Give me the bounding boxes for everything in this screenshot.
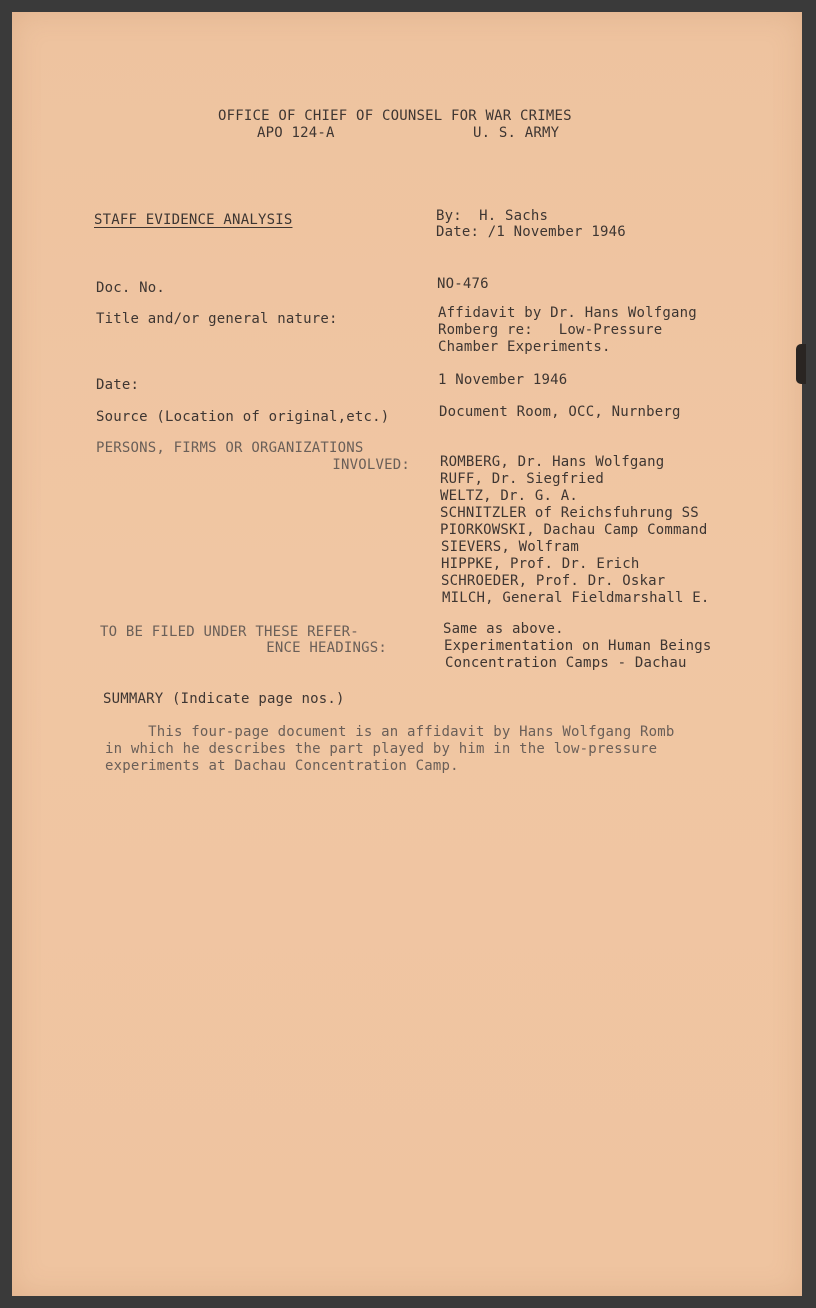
person-entry: SCHNITZLER of Reichsfuhrung SS [440,505,699,521]
title-value-line: Chamber Experiments. [438,339,611,355]
summary-line: This four-page document is an affidavit by Hans Wolfgang Romb [105,724,675,740]
punch-hole [796,344,806,384]
heading-entry: Experimentation on Human Beings [444,638,712,654]
person-entry: HIPPKE, Prof. Dr. Erich [441,556,640,572]
source-label: Source (Location of original,etc.) [96,409,390,425]
summary-line: in which he describes the part played by him in the low-pressure [105,741,658,757]
person-entry: SIEVERS, Wolfram [441,539,580,555]
summary-line: experiments at Dachau Concentration Camp. [105,758,459,774]
doc-no-label: Doc. No. [96,280,166,296]
persons-label: PERSONS, FIRMS OR ORGANIZATIONS [96,440,364,456]
doc-no-value: NO-476 [437,276,489,292]
army-label: U. S. ARMY [473,125,560,141]
analysis-title: STAFF EVIDENCE ANALYSIS [94,212,293,228]
person-entry: RUFF, Dr. Siegfried [440,471,604,487]
heading-entry: Same as above. [443,621,564,637]
person-entry: SCHROEDER, Prof. Dr. Oskar [441,573,666,589]
analysis-date: Date: /1 November 1946 [436,224,626,240]
date-label: Date: [96,377,140,393]
title-value-line: Romberg re: Low-Pressure [438,322,663,338]
source-value: Document Room, OCC, Nurnberg [439,404,681,420]
title-label: Title and/or general nature: [96,311,338,327]
filed-label: TO BE FILED UNDER THESE REFER- [100,624,359,640]
office-heading: OFFICE OF CHIEF OF COUNSEL FOR WAR CRIMES [218,108,572,124]
summary-label: SUMMARY (Indicate page nos.) [103,691,345,707]
document-page [12,12,802,1296]
person-entry: ROMBERG, Dr. Hans Wolfgang [440,454,665,470]
heading-entry: Concentration Camps - Dachau [445,655,687,671]
title-value-line: Affidavit by Dr. Hans Wolfgang [438,305,697,321]
filed-label-headings: ENCE HEADINGS: [266,640,387,656]
persons-label-involved: INVOLVED: [332,457,410,473]
person-entry: PIORKOWSKI, Dachau Camp Command [440,522,708,538]
analyst-by: By: H. Sachs [436,208,549,224]
apo-number: APO 124-A [257,125,335,141]
person-entry: MILCH, General Fieldmarshall E. [442,590,710,606]
person-entry: WELTZ, Dr. G. A. [440,488,579,504]
date-value: 1 November 1946 [438,372,568,388]
